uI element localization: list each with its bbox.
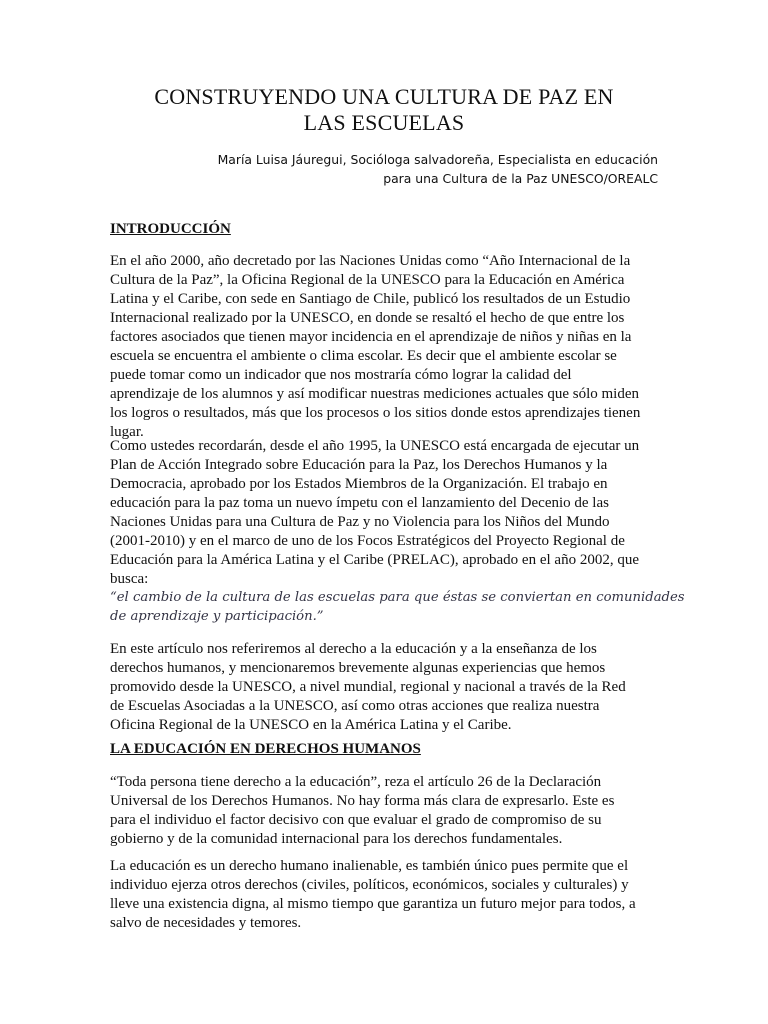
paragraph-line: factores asociados que tienen mayor incidencia en el aprendizaje de niños y niñas en la [110, 329, 632, 345]
paragraph-line: para el individuo el factor decisivo con que evaluar el grado de compromiso de su [110, 812, 602, 828]
paragraph-line: Oficina Regional de la UNESCO en la América Latina y el Caribe. [110, 717, 512, 733]
paragraph-1 [110, 252, 658, 442]
paragraph-line: Naciones Unidas para una Cultura de Paz y no Violencia para los Niños del Mundo [110, 514, 610, 530]
paragraph-line: lugar. [110, 424, 144, 440]
paragraph-line: educación para la paz toma un nuevo ímpetu con el lanzamiento del Decenio de las [110, 495, 609, 511]
paragraph-line: salvo de necesidades y temores. [110, 915, 302, 931]
section-heading-derechos-humanos: LA EDUCACIÓN EN DERECHOS HUMANOS [110, 741, 421, 757]
block-quote [110, 588, 685, 626]
paragraph-line: individuo ejerza otros derechos (civiles, políticos, económicos, sociales y culturales) y [110, 877, 629, 893]
paragraph-line: Latina y el Caribe, con sede en Santiago de Chile, publicó los resultados de un Estudio [110, 291, 631, 307]
paragraph-line: Democracia, aprobado por los Estados Miembros de la Organización. El trabajo en [110, 476, 608, 492]
paragraph-line: gobierno y de la comunidad internacional para los derechos fundamentales. [110, 831, 563, 847]
paragraph-line: busca: [110, 571, 149, 587]
paragraph-line: puede tomar como un indicador que nos mostraría cómo lograr la calidad del [110, 367, 572, 383]
paragraph-line: derechos humanos, y mencionaremos brevemente algunas experiencias que hemos [110, 660, 606, 676]
paragraph-line: escuela se encuentra el ambiente o clima escolar. Es decir que el ambiente escolar se [110, 348, 617, 364]
author-line-1: María Luisa Jáuregui, Socióloga salvadoreña, Especialista en educación [217, 152, 658, 167]
paragraph-line: La educación es un derecho humano inalienable, es también único pues permite que el [110, 858, 629, 874]
paragraph-line: “Toda persona tiene derecho a la educación”, reza el artículo 26 de la Declaración [110, 774, 602, 790]
title-line-1: CONSTRUYENDO UNA CULTURA DE PAZ EN [154, 84, 614, 109]
paragraph-line: Como ustedes recordarán, desde el año 1995, la UNESCO está encargada de ejecutar un [110, 438, 640, 454]
paragraph-line: Educación para la América Latina y el Caribe (PRELAC), aprobado en el año 2002, que [110, 552, 639, 568]
paragraph-line: lleve una existencia digna, al mismo tiempo que garantiza un futuro mejor para todos, a [110, 896, 636, 912]
paragraph-line: En este artículo nos referiremos al derecho a la educación y a la enseñanza de los [110, 641, 597, 657]
paragraph-line: aprendizaje de los alumnos y así modificar nuestras mediciones actuales que sólo miden [110, 386, 640, 402]
paragraph-5 [110, 857, 658, 933]
paragraph-line: Universal de los Derechos Humanos. No hay forma más clara de expresarlo. Este es [110, 793, 615, 809]
paragraph-line: Internacional realizado por la UNESCO, en donde se resaltó el hecho de que entre los [110, 310, 625, 326]
quote-line: “el cambio de la cultura de las escuelas para que éstas se conviertan en comunidades [110, 590, 685, 605]
author-credit [98, 150, 658, 188]
paragraph-line: los logros o resultados, más que los procesos o los sitios donde estos aprendizajes tienen [110, 405, 641, 421]
document-title [90, 84, 678, 136]
paragraph-4 [110, 773, 658, 849]
title-line-2: LAS ESCUELAS [303, 110, 465, 135]
paragraph-line: Plan de Acción Integrado sobre Educación para la Paz, los Derechos Humanos y la [110, 457, 608, 473]
paragraph-2 [110, 437, 658, 589]
paragraph-3 [110, 640, 658, 735]
paragraph-line: (2001-2010) y en el marco de uno de los Focos Estratégicos del Proyecto Regional de [110, 533, 625, 549]
author-line-2: para una Cultura de la Paz UNESCO/OREALC [383, 171, 658, 186]
paragraph-line: En el año 2000, año decretado por las Naciones Unidas como “Año Internacional de la [110, 253, 631, 269]
paragraph-line: Cultura de la Paz”, la Oficina Regional de la UNESCO para la Educación en América [110, 272, 625, 288]
quote-line: de aprendizaje y participación.” [110, 609, 324, 624]
paragraph-line: promovido desde la UNESCO, a nivel mundial, regional y nacional a través de la Red [110, 679, 626, 695]
paragraph-line: de Escuelas Asociadas a la UNESCO, así como otras acciones que realiza nuestra [110, 698, 600, 714]
section-heading-introduccion: INTRODUCCIÓN [110, 221, 231, 237]
